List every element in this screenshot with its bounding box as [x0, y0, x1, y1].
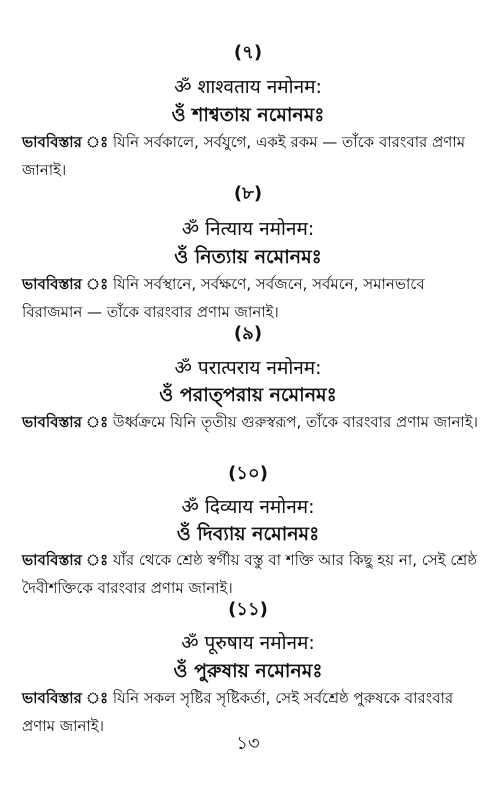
- mantra-devanagari: ॐ शाश्वताय नमोनम:: [174, 76, 322, 98]
- explanation-text: যিনি সকল সৃষ্টির সৃষ্টিকর্তা, সেই সর্বশ্রেষ্ঠ পুরুষকে বারংবার প্রণাম জানাই।: [22, 689, 454, 735]
- mantra-bangla: ওঁ শাশ্বতায় নমোনমঃ: [171, 104, 325, 126]
- explanation-label: ভাববিস্তার ঃ: [22, 413, 109, 431]
- mantra-devanagari: ॐ दिव्याय नमोनम:: [181, 496, 315, 518]
- explanation-text: যিনি সর্বস্থানে, সর্বক্ষণে, সর্বজনে, সর্বমনে, সমানভাবে বিরাজমান — তাঁকে বারংবার প্রণাম জানাই।: [22, 275, 425, 321]
- page-number: ১৩: [236, 733, 260, 754]
- verse-number: (১১): [228, 599, 268, 620]
- explanation-label: ভাববিস্তার ঃ: [22, 551, 109, 569]
- verse-number: (৭): [233, 42, 263, 63]
- mantra-bangla: ওঁ পরাত্পরায় নমোনমঃ: [159, 384, 337, 406]
- mantra-bangla: ওঁ নিত্যায় নমোনমঃ: [174, 246, 322, 268]
- mantra-devanagari: ॐ नित्याय नमोनम:: [181, 218, 315, 240]
- explanation-label: ভাববিস্তার ঃ: [22, 275, 109, 293]
- explanation-text: উর্ধ্বক্রমে যিনি তৃতীয় গুরুস্বরূপ, তাঁকে বারংবার প্রণাম জানাই।: [112, 413, 478, 431]
- mantra-bangla: ওঁ পুরুষায় নমোনমঃ: [173, 660, 323, 682]
- explanation-paragraph: [22, 546, 478, 602]
- verse-number: (১০): [228, 463, 268, 484]
- mantra-devanagari: ॐ पूरुषाय नमोनम:: [181, 632, 315, 654]
- verse-number: (৮): [233, 183, 263, 204]
- mantra-devanagari: ॐ परात्पराय नमोनम:: [174, 357, 322, 379]
- explanation-label: ভাববিস্তার ঃ: [22, 689, 109, 707]
- explanation-text: যিনি সর্বকালে, সর্বযুগে, একই রকম — তাঁকে বারংবার প্রণাম জানাই।: [22, 133, 466, 179]
- explanation-paragraph: [22, 408, 478, 436]
- explanation-paragraph: [22, 128, 478, 184]
- mantra-bangla: ওঁ দিব্যায় নমোনমঃ: [176, 523, 320, 545]
- explanation-text: যাঁর থেকে শ্রেষ্ঠ স্বর্গীয় বস্তু বা শক্তি আর কিছু হয় না, সেই শ্রেষ্ঠ দৈবীশক্তিকে বারংবার প্রণাম জানাই।: [22, 551, 478, 597]
- explanation-label: ভাববিস্তার ঃ: [22, 133, 109, 151]
- explanation-paragraph: [22, 270, 478, 326]
- verse-number: (৯): [233, 323, 263, 344]
